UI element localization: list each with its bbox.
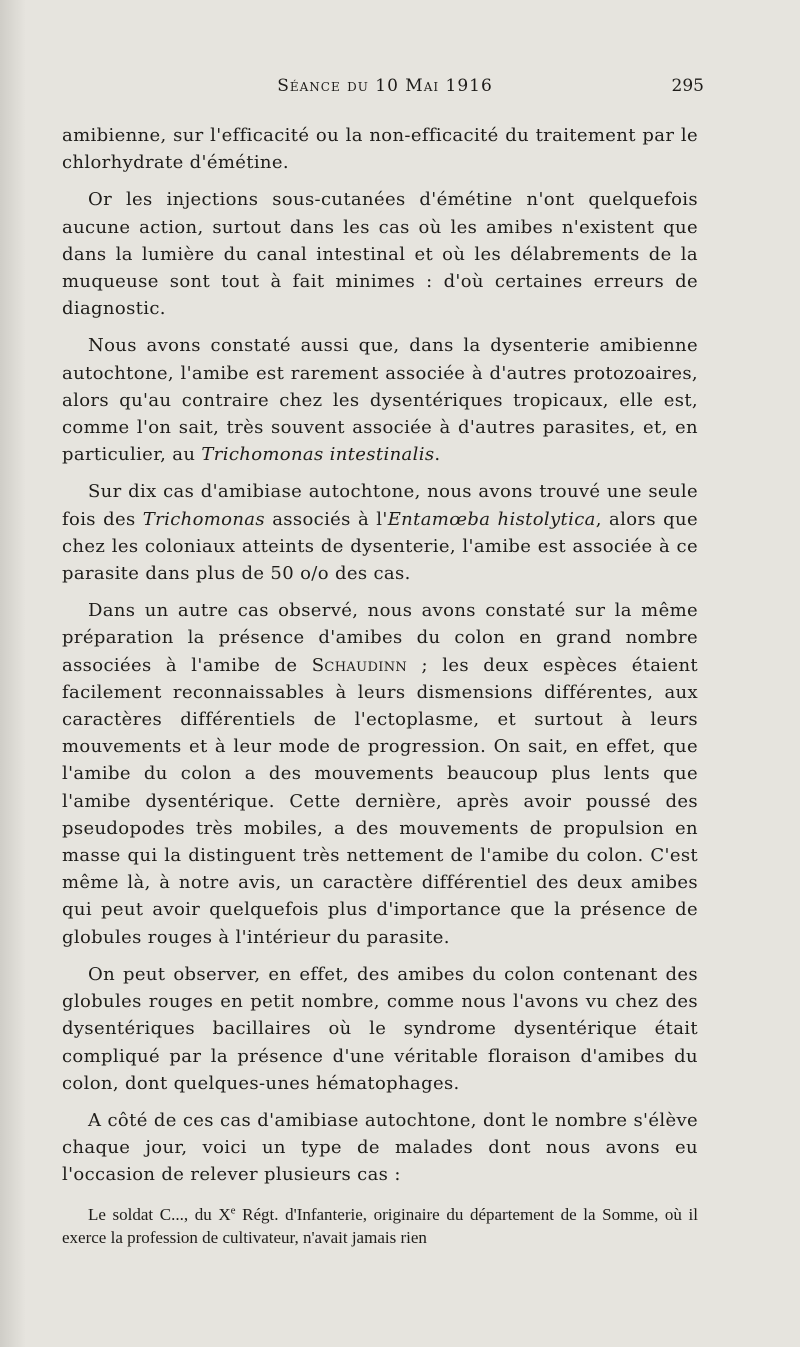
paragraph-4-text: Sur dix cas d'amibiase autochtone, nous avons trouvé une seule fois des [62,481,698,530]
page-header [62,76,708,106]
body-text [62,122,698,1249]
paragraph-3-end: . [434,444,441,466]
species-name-trichomonas: Trichomonas [142,508,265,530]
paragraph-6-text: On peut observer, en effet, des amibes du colon contenant des globules rouges en petit nombre, comme nous l'avons vu chez des dysentériques bacillaires où le syndrome dysentérique était compliqué par la présence d'une véritable floraison d'amibes du colon, dont quelques-unes hématophages. [62,963,698,1094]
paragraph-4-text-3: , alors que chez les coloniaux atteints de dysenterie, l'amibe est associée à ce parasite dans plus de 50 o/o des cas. [62,508,698,585]
paragraph-5-text-2: ; les deux espèces étaient facilement reconnaissables à leurs dismensions différentes, aux caractères différentiels de l'ectoplasme, et surtout à leurs mouvements et à leur mode de progression. On sait, en effet, que l'amibe du colon a des mouvements beaucoup plus lents que l'amibe dysentérique. Cette dernière, après avoir poussé des pseudopodes très mobiles, a des mouvements de propulsion en masse qui la distinguent très nettement de l'amibe du colon. C'est même là, à notre avis, un caractère différentiel des deux amibes qui peut avoir quelquefois plus d'importance que la présence de globules rouges à l'intérieur du parasite. [62,654,699,948]
paragraph-2 [62,186,698,322]
case-report-text-1: Le soldat C..., du X [88,1204,231,1224]
paragraph-7-text: A côté de ces cas d'amibiase autochtone, dont le nombre s'élève chaque jour, voici un type de malades dont nous avons eu l'occasion de relever plusieurs cas : [62,1109,698,1186]
case-report-text [62,1203,698,1249]
paragraph-5-text: Dans un autre cas observé, nous avons constaté sur la même préparation la présence d'amibes du colon en grand nombre associées à l'amibe de [62,600,698,676]
case-report-text-2: Régt. d'Infanterie, originaire du département de la Somme, où il exerce la profession de cultivateur, n'avait jamais rien [62,1204,699,1247]
paragraph-3-text: Nous avons constaté aussi que, dans la dysenterie amibienne autochtone, l'amibe est rarement associée à d'autres protozoaires, alors qu'au contraire chez les dysentériques tropicaux, elle est, comme l'on sait, très souvent associée à d'autres parasites, et, en particulier, au [62,335,698,466]
superscript-e: e [230,1203,236,1216]
paragraph-5 [62,597,698,951]
paragraph-2-text: Or les injections sous-cutanées d'émétine n'ont quelquefois aucune action, surtout dans les cas où les amibes n'existent que dans la lumière du canal intestinal et où les délabrements de la muqueuse sont tout à fait minimes : d'où certaines erreurs de diagnostic. [62,189,698,320]
page-number: 295 [671,76,704,96]
species-name-trichomonas-intestinalis: Trichomonas intestinalis [201,444,435,466]
author-name-schaudinn: Schaudinn [311,654,408,676]
paragraph-7 [62,1107,698,1189]
paragraph-4-text-2: associés à l' [264,508,388,530]
species-name-entamoeba: Entamœba histolytica [387,508,596,530]
page-gutter [0,0,26,1347]
paragraph-4 [62,478,698,587]
running-head: Séance du 10 Mai 1916 [277,76,493,96]
paragraph-6 [62,961,698,1097]
paragraph-1 [62,122,698,176]
paragraph-3 [62,332,698,468]
paragraph-1-text: amibienne, sur l'efficacité ou la non-efficacité du traitement par le chlorhydrate d'émétine. [62,125,698,174]
